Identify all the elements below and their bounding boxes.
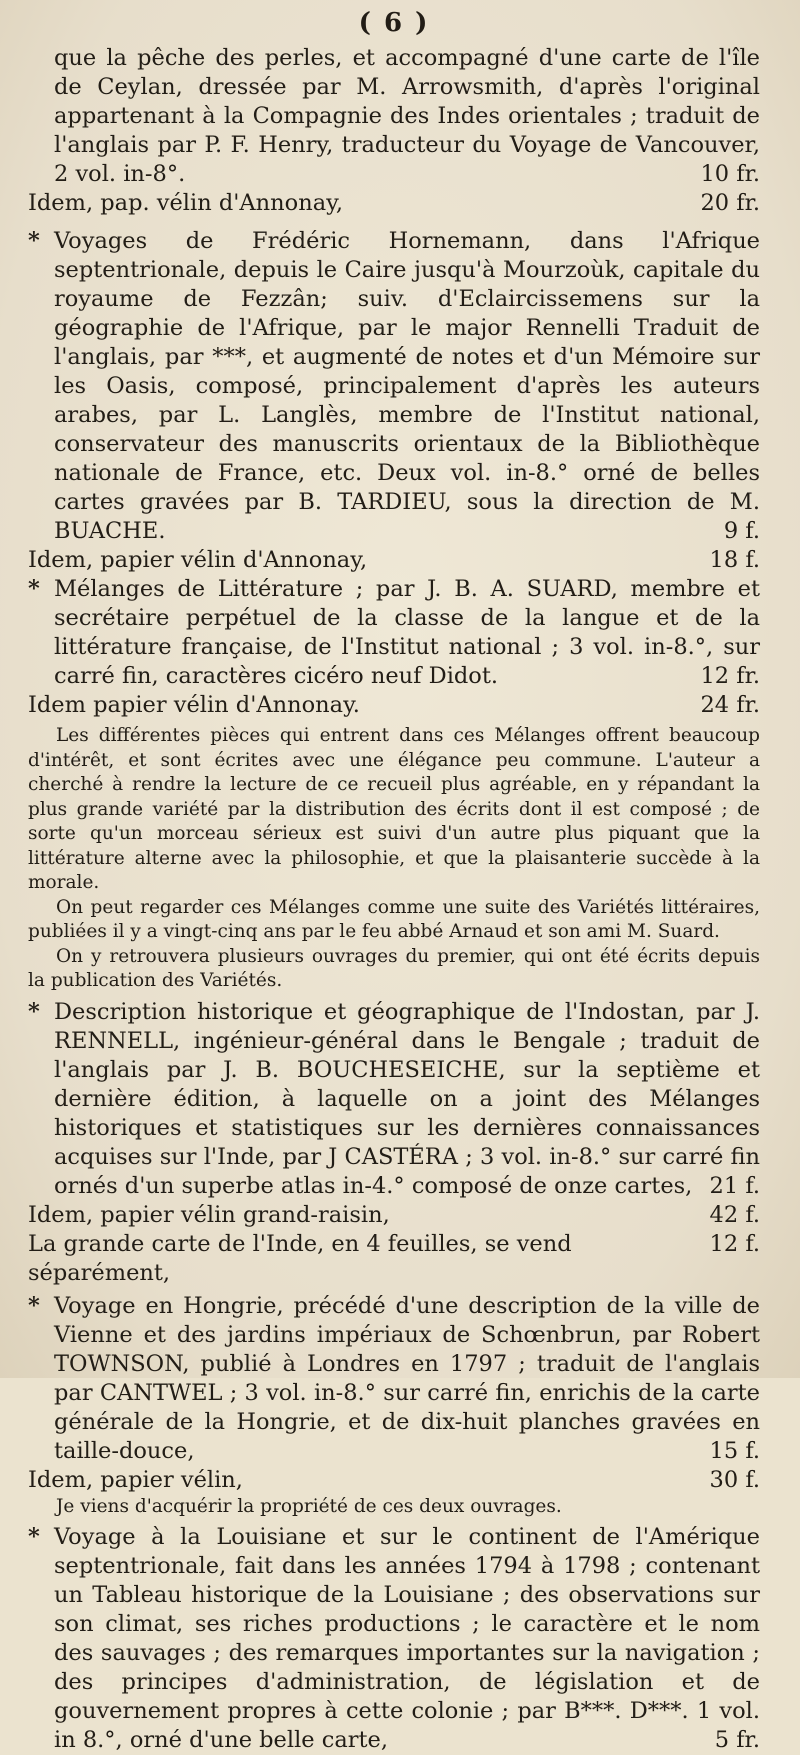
- idem-label: Idem, papier vélin d'Annonay,: [28, 547, 368, 573]
- idem-price: 42 f.: [709, 1201, 760, 1228]
- idem-label: Idem papier vélin d'Annonay.: [28, 692, 360, 718]
- idem-row: [28, 1201, 760, 1230]
- page-number: ( 6 ): [358, 8, 430, 38]
- asterisk-marker: *: [28, 228, 40, 254]
- idem-price: 18 f.: [709, 547, 760, 573]
- idem-label: Idem, pap. vélin d'Annonay,: [28, 190, 343, 216]
- entry-text: Mélanges de Littérature ; par J. B. A. SUARD, membre et secrétaire perpétuel de la classe de la langue et de la littérature française, de l'Institut national ; 3 vol. in-8.°, sur carré fin, caractères cicéro neuf Didot.: [54, 576, 760, 689]
- price: 12 fr.: [700, 663, 760, 689]
- idem-row: [28, 546, 760, 575]
- entry-text: Voyage en Hongrie, précédé d'une description de la ville de Vienne et des jardins impériaux de Schœnbrun, par Robert TOWNSON, publié à Londres en 1797 ; traduit de l'anglais par CANTWEL ; 3 vol. in-8.° sur carré fin, enrichis de la carte générale de la Hongrie, et de dix-huit planches gravées en taille-douce,: [54, 1292, 760, 1464]
- idem-label: Idem, papier vélin,: [28, 1466, 243, 1493]
- entry-melanges: [28, 575, 760, 720]
- idem-row: [28, 189, 760, 218]
- entry-ceylan: [28, 44, 760, 218]
- price: 5 fr.: [714, 1727, 760, 1753]
- idem-price: 24 fr.: [700, 692, 760, 718]
- entry-hornemann: [28, 227, 760, 575]
- entry-rennell: [28, 998, 760, 1288]
- extra-row: [28, 1230, 760, 1288]
- price: 9 f.: [723, 518, 760, 544]
- entry-text: que la pêche des perles, et accompagné d'une carte de l'île de Ceylan, dressée par M. Arrowsmith, d'après l'original appartenant à la Compagnie des Indes orientales ; traduit de l'anglais par P. F. Henry, traducteur du Voyage de Vancouver, 2 vol. in-8°.: [54, 45, 760, 187]
- note-paragraph: Les différentes pièces qui entrent dans ces Mélanges offrent beaucoup d'intérêt, et sont écrites avec une élégance peu commune. L'auteur a cherché à rendre la lecture de ce recueil plus agréable, en y répandant la plus grande variété par la distribution des écrits dont il est composé ; de sorte qu'un morceau sérieux est suivi d'un autre plus piquant que la littérature alterne avec la philosophie, et que la plaisanterie succède à la morale.: [28, 725, 760, 893]
- entry-text: Voyages de Frédéric Hornemann, dans l'Afrique septentrionale, depuis le Caire jusqu'à Mourzoùk, capitale du royaume de Fezzân; suiv. d'Eclaircissemens sur la géographie de l'Afrique, par le major Rennelli Traduit de l'anglais, par ***, et augmenté de notes et d'un Mémoire sur les Oasis, composé, principalement d'après les auteurs arabes, par L. Langlès, membre de l'Institut national, conservateur des manuscrits orientaux de la Bibliothèque nationale de France, etc. Deux vol. in-8.° orné de belles cartes gravées par B. TARDIEU, sous la direction de M. BUACHE.: [54, 228, 760, 544]
- entry-hongrie: [28, 1292, 760, 1520]
- extra-price: 12 f.: [709, 1230, 760, 1257]
- entry-text: Description historique et géographique de l'Indostan, par J. RENNELL, ingénieur-général dans le Bengale ; traduit de l'anglais par J. B. BOUCHESEICHE, sur la septième et dernière édition, à laquelle on a joint des Mélanges historiques et statistiques sur les dernières connaissances acquises sur l'Inde, par J CASTÉRA ; 3 vol. in-8.° sur carré fin ornés d'un superbe atlas in-4.° composé de onze cartes,: [54, 998, 760, 1199]
- note-paragraph: On peut regarder ces Mélanges comme une suite des Variétés littéraires, publiées il y a vingt-cinq ans par le feu abbé Arnaud et son ami M. Suard.: [28, 896, 760, 942]
- extra-label: La grande carte de l'Inde, en 4 feuilles, se vend séparément,: [28, 1230, 572, 1286]
- asterisk-marker: *: [28, 1524, 40, 1550]
- idem-price: 20 fr.: [700, 190, 760, 216]
- price: 10 fr.: [700, 161, 760, 187]
- idem-row: [28, 1466, 760, 1495]
- entry-louisiane: [28, 1523, 760, 1755]
- asterisk-marker: *: [28, 576, 40, 602]
- price: 21 f.: [709, 1172, 760, 1199]
- note-paragraph: Je viens d'acquérir la propriété de ces deux ouvrages.: [56, 1495, 562, 1517]
- entry-text: Voyage à la Louisiane et sur le continent de l'Amérique septentrionale, fait dans les années 1794 à 1798 ; contenant un Tableau historique de la Louisiane ; des observations sur son climat, ses riches productions ; le caractère et le nom des sauvages ; des remarques importantes sur la navigation ; des principes d'administration, de législation et de gouvernement propres à cette colonie ; par B***. D***. 1 vol. in 8.°, orné d'une belle carte,: [54, 1524, 760, 1753]
- idem-row: [28, 691, 760, 720]
- idem-price: 30 f.: [709, 1466, 760, 1493]
- note-paragraph: On y retrouvera plusieurs ouvrages du premier, qui ont été écrits depuis la publication des Variétés.: [28, 945, 760, 991]
- price: 15 f.: [709, 1437, 760, 1464]
- asterisk-marker: *: [28, 998, 40, 1025]
- idem-label: Idem, papier vélin grand-raisin,: [28, 1201, 390, 1228]
- asterisk-marker: *: [28, 1292, 40, 1319]
